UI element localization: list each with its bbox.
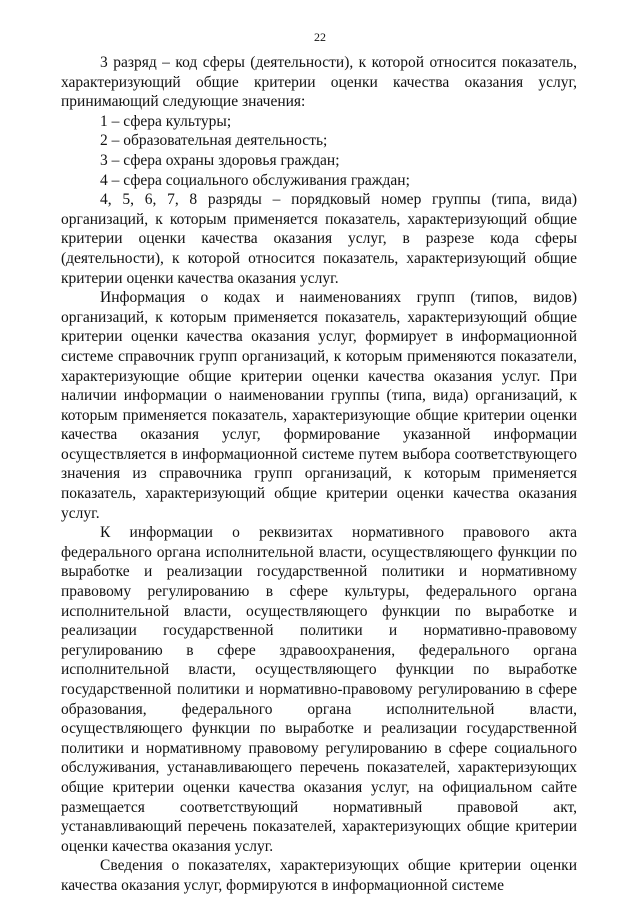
paragraph-indicator-info: Сведения о показателях, характеризующих общие критерии оценки качества оказания услуг, формируются в информационной системе <box>61 857 577 894</box>
list-item-culture: 1 – сфера культуры; <box>100 112 232 130</box>
paragraph-legal-act-details: К информации о реквизитах нормативного правового акта федерального органа исполнительной власти, осуществляющего функции по выработке и реализации государственной политики и нормативному правовому регулированию в сфере культуры, федерального органа исполнительной власти, осуществляющего функции по выработке и реализации государственной политики и нормативно-правовому регулированию в сфере здравоохранения, федерального органа исполнительной власти, осуществляющего функции по выработке государственной политики и нормативно-правовому регулированию в сфере образования, федерального органа исполнительной власти, осуществляющего функции по выработке и реализации государственной политики и нормативному правовому регулированию в сфере социального обслуживания, устанавливающего перечень показателей, характеризующих общие критерии оценки качества оказания услуг, на официальном сайте размещается соответствующий нормативный правовой акт, устанавливающий перечень показателей, характеризующих общие критерии оценки качества оказания услуг. <box>61 524 577 855</box>
list-item-social-service: 4 – сфера социального обслуживания граждан; <box>100 171 410 189</box>
paragraph-group-codes: Информация о кодах и наименованиях групп (типов, видов) организаций, к которым применяется показатель, характеризующий общие критерии оценки качества оказания услуг, формирует в информационной системе справочник групп организаций, к которым применяются показатели, характеризующие общие критерии оценки качества оказания услуг. При наличии информации о наименовании группы (типа, вида) организаций, к которым применяется показатель, характеризующие общие критерии оценки качества оказания услуг, формирование указанной информации осуществляется в информационной системе путем выбора соответствующего значения из справочника групп организаций, к которым применяется показатель, характеризующий общие критерии оценки качества оказания услуг. <box>61 289 577 522</box>
list-item-health: 3 – сфера охраны здоровья граждан; <box>100 151 340 169</box>
page-number: 22 <box>314 30 326 44</box>
paragraph-digits-4-8-description: 4, 5, 6, 7, 8 разряды – порядковый номер группы (типа, вида) организаций, к которым применяется показатель, характеризующий общие критерии оценки качества оказания услуг, в разрезе кода сферы (деятельности), к которой относится показатель, характеризующий общие критерии оценки качества оказания услуг. <box>61 191 577 287</box>
document-body <box>61 53 577 896</box>
paragraph-digit-3-description: 3 разряд – код сферы (деятельности), к которой относится показатель, характеризующий общие критерии оценки качества оказания услуг, принимающий следующие значения: <box>61 54 577 111</box>
list-item-education: 2 – образовательная деятельность; <box>100 132 328 150</box>
